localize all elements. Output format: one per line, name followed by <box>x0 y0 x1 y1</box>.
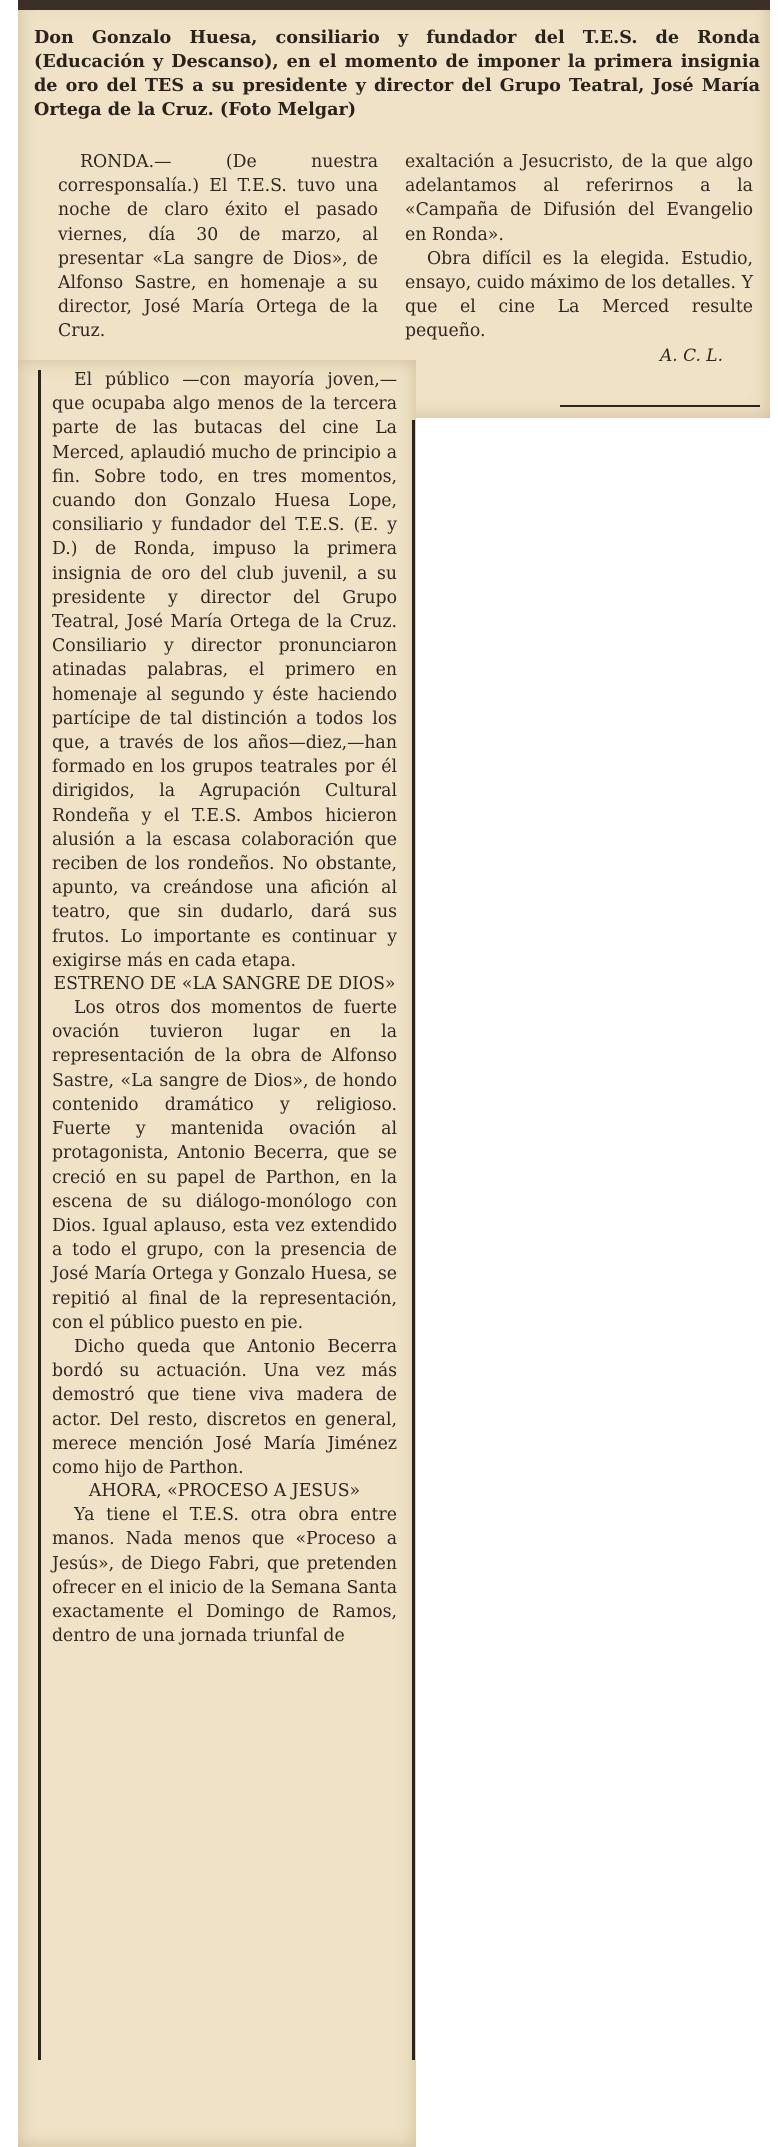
article-paragraph: Ya tiene el T.E.S. otra obra entre manos. Nada menos que «Proceso a Jesús», de Diego Fabri, que pretenden ofrecer en el inicio de la Semana Santa exactamente el Domingo de Ramos, dentro de una jornada triunfal de <box>52 1505 397 1647</box>
right-column-rule <box>412 420 415 2060</box>
article-column-right <box>405 150 753 368</box>
article-paragraph: El público —con mayoría joven,—que ocupaba algo menos de la tercera parte de las butacas del cine La Merced, aplaudió mucho de principio a fin. Sobre todo, en tres momentos, cuando don Gonzalo Huesa Lope, consiliario y fundador del T.E.S. (E. y D.) de Ronda, impuso la primera insignia de oro del club juvenil, a su presidente y director del Grupo Teatral, José María Ortega de la Cruz. Consiliario y director pronunciaron atinadas palabras, el primero en homenaje al segundo y éste haciendo partícipe de tal distinción a todos los que, a través de los años—diez,—han formado en los grupos teatrales por él dirigidos, la Agrupación Cultural Rondeña y el T.E.S. Ambos hicieron alusión a la escasa colaboración que reciben de los rondeños. No obstante, apunto, va creándose una afición al teatro, que sin dudarlo, dará sus frutos. Lo importante es continuar y exigirse más en cada etapa. <box>52 370 397 971</box>
photo-caption: Don Gonzalo Huesa, consiliario y fundador del T.E.S. de Ronda (Educación y Descanso), en el momento de imponer la primera insignia de oro del TES a su presidente y director del Grupo Teatral, José María Ortega de la Cruz. (Foto Melgar) <box>34 27 760 120</box>
section-subheading: AHORA, «PROCESO A JESUS» <box>88 1481 361 1502</box>
article-right-paragraph: exaltación a Jesucristo, de la que algo adelantamos al referirnos a la «Campaña de Difusión del Evangelio en Ronda». <box>405 152 753 245</box>
left-column-rule <box>38 370 41 2060</box>
signature-rule <box>560 405 760 407</box>
article-paragraph: Dicho queda que Antonio Becerra bordó su actuación. Una vez más demostró que tiene viva madera de actor. Del resto, discretos en general, merece mención José María Jiménez como hijo de Parthon. <box>52 1336 397 1478</box>
author-signature: A. C. L. <box>660 345 723 366</box>
section-subheading: ESTRENO DE «LA SANGRE DE DIOS» <box>53 974 396 995</box>
article-lead-paragraph: RONDA.— (De nuestra corresponsalía.) El T.E.S. tuvo una noche de claro éxito el pasado viernes, día 30 de marzo, al presentar «La sangre de Dios», de Alfonso Sastre, en homenaje a su director, José María Ortega de la Cruz. <box>58 152 378 342</box>
article-column-left-main <box>52 368 397 1648</box>
article-paragraph: Los otros dos momentos de fuerte ovación tuvieron lugar en la representación de la obra de Alfonso Sastre, «La sangre de Dios», de hondo contenido dramático y religioso. Fuerte y mantenida ovación al protagonista, Antonio Becerra, que se creció en su papel de Parthon, en la escena de su diálogo-monólogo con Dios. Igual aplauso, esta vez extendido a todo el grupo, con la presencia de José María Ortega y Gonzalo Huesa, se repitió al final de la representación, con el público puesto en pie. <box>52 998 397 1333</box>
article-right-paragraph: Obra difícil es la elegida. Estudio, ensayo, cuido máximo de los detalles. Y que el cine La Merced resulte pequeño. <box>405 248 753 342</box>
article-column-left-top <box>58 150 378 344</box>
top-border-rule <box>18 0 770 10</box>
